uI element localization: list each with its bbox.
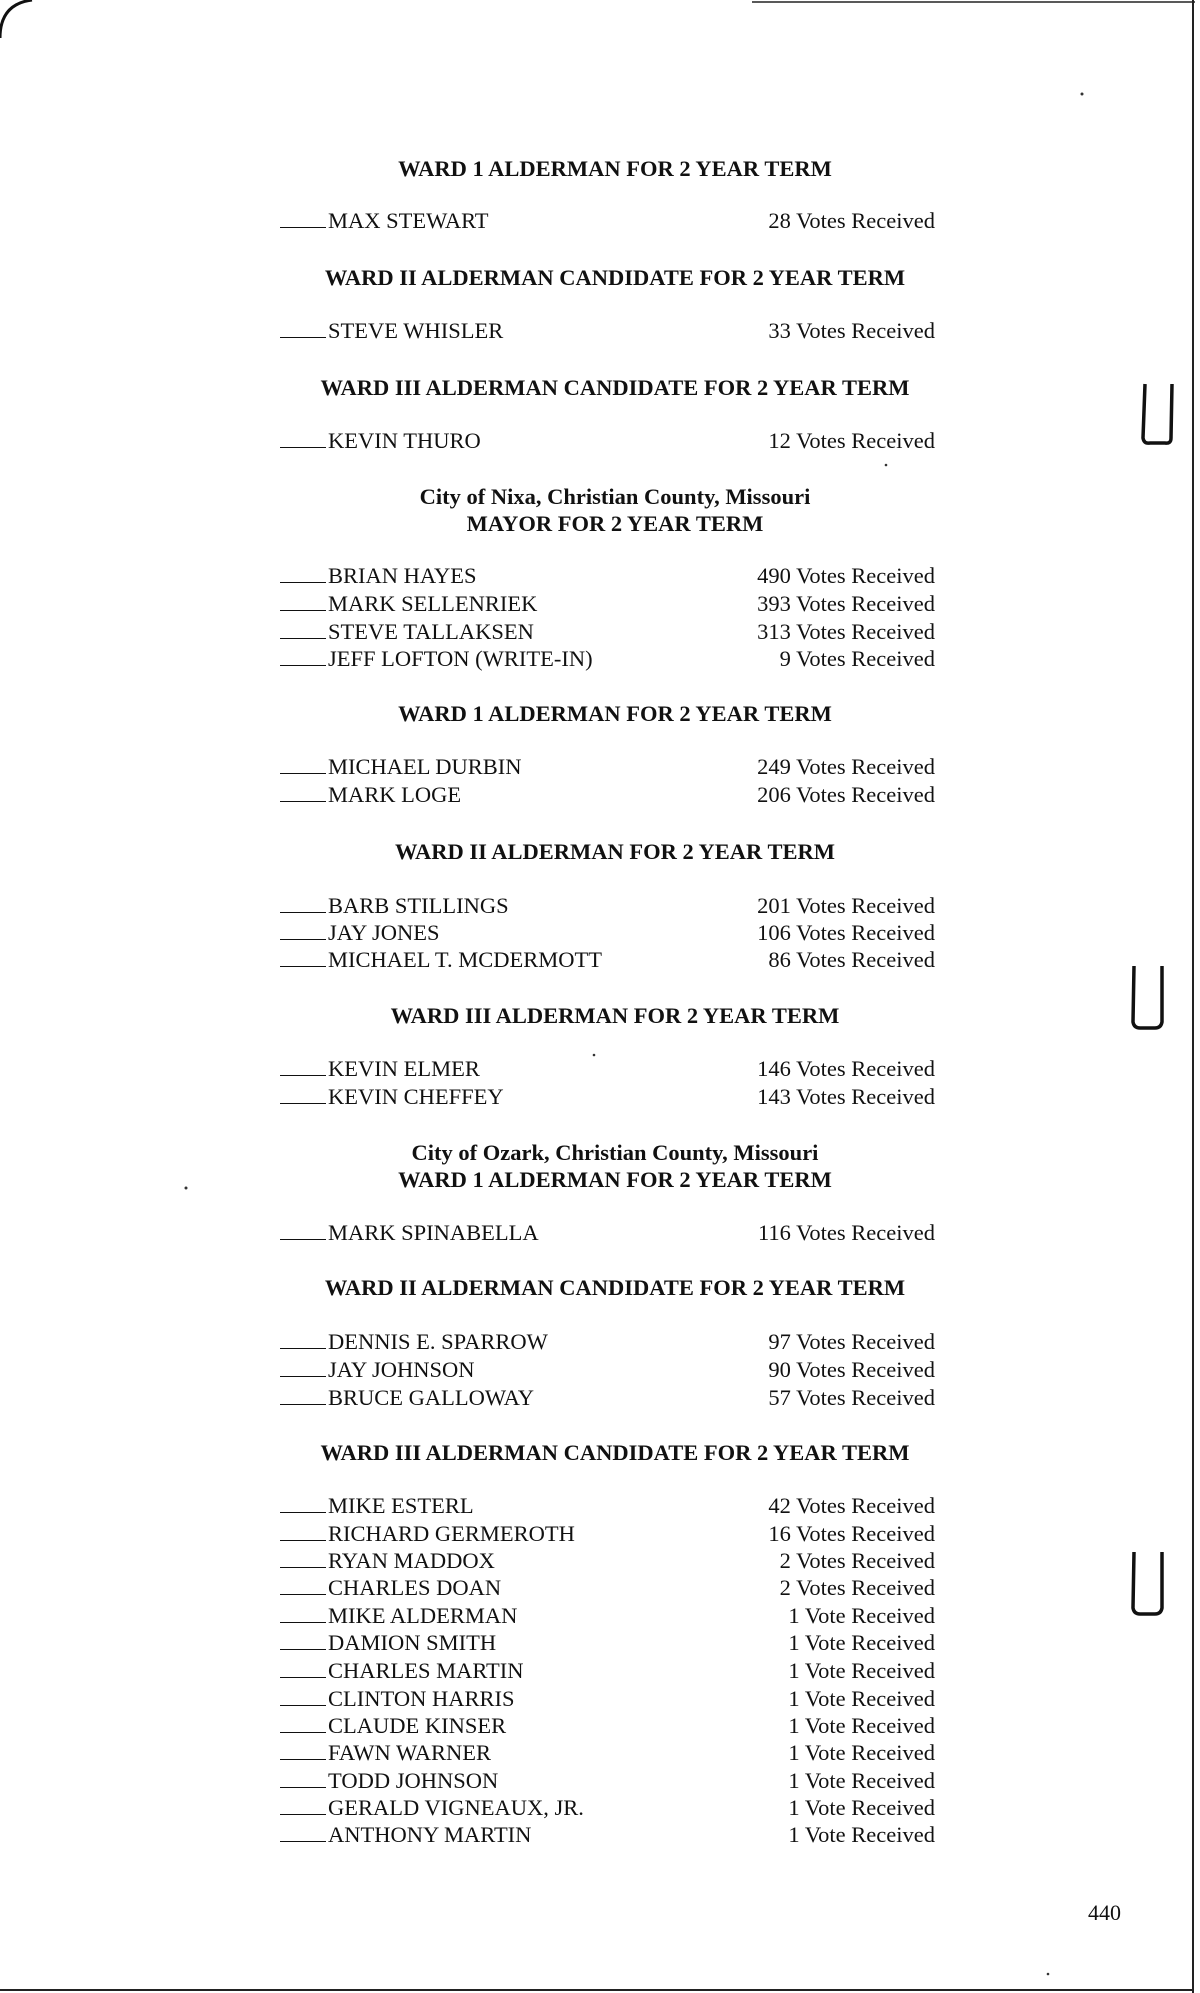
candidate-row	[280, 1548, 495, 1574]
vote-count: 1 Vote Received	[788, 1822, 935, 1847]
candidate-row	[280, 1630, 496, 1656]
speck	[185, 1187, 188, 1190]
speck	[885, 464, 888, 467]
candidate-name: RYAN MADDOX	[328, 1548, 495, 1573]
section-heading: WARD 1 ALDERMAN FOR 2 YEAR TERM	[398, 156, 832, 181]
candidate-name: CHARLES MARTIN	[328, 1658, 524, 1683]
section-heading: WARD 1 ALDERMAN FOR 2 YEAR TERM	[398, 1167, 832, 1192]
vote-count: 1 Vote Received	[788, 1768, 935, 1793]
ballot-blank-line	[280, 1493, 326, 1513]
candidate-row	[280, 1357, 475, 1383]
vote-count: 146 Votes Received	[757, 1056, 935, 1081]
vote-count: 313 Votes Received	[757, 619, 935, 644]
section-heading: WARD 1 ALDERMAN FOR 2 YEAR TERM	[398, 701, 832, 726]
candidate-name: CLINTON HARRIS	[328, 1686, 515, 1711]
vote-count: 1 Vote Received	[788, 1658, 935, 1683]
candidate-row	[280, 1603, 517, 1629]
vote-count: 1 Vote Received	[788, 1795, 935, 1820]
ballot-blank-line	[280, 754, 326, 774]
vote-count: 2 Votes Received	[779, 1548, 935, 1573]
ballot-blank-line	[280, 893, 326, 913]
speck	[593, 1054, 596, 1057]
vote-count: 2 Votes Received	[779, 1575, 935, 1600]
ballot-blank-line	[280, 1220, 326, 1240]
vote-count: 490 Votes Received	[757, 563, 935, 588]
ballot-blank-line	[280, 1521, 326, 1541]
binder-hole-2	[1133, 966, 1162, 1028]
candidate-row	[280, 1740, 491, 1766]
candidate-name: MARK SELLENRIEK	[328, 591, 538, 616]
ballot-blank-line	[280, 1575, 326, 1595]
candidate-name: MIKE ALDERMAN	[328, 1603, 518, 1628]
candidate-row	[280, 1658, 524, 1684]
candidate-row	[280, 1768, 498, 1794]
candidate-name: STEVE TALLAKSEN	[328, 619, 534, 644]
candidate-name: JAY JOHNSON	[328, 1357, 475, 1382]
candidate-name: MARK SPINABELLA	[328, 1220, 539, 1245]
candidate-row	[280, 646, 593, 672]
candidate-row	[280, 1493, 474, 1519]
section-heading: WARD III ALDERMAN CANDIDATE FOR 2 YEAR TERM	[320, 375, 910, 400]
ballot-blank-line	[280, 1385, 326, 1405]
candidate-name: MICHAEL DURBIN	[328, 754, 522, 779]
section-heading: MAYOR FOR 2 YEAR TERM	[466, 511, 764, 536]
vote-count: 1 Vote Received	[788, 1740, 935, 1765]
candidate-row	[280, 208, 489, 234]
section-heading: WARD II ALDERMAN FOR 2 YEAR TERM	[394, 839, 836, 864]
ballot-blank-line	[280, 1768, 326, 1788]
candidate-name: JAY JONES	[328, 920, 440, 945]
candidate-name: CLAUDE KINSER	[328, 1713, 507, 1738]
vote-count: 206 Votes Received	[757, 782, 935, 807]
vote-count: 90 Votes Received	[768, 1357, 935, 1382]
candidate-row	[280, 754, 522, 780]
candidate-row	[280, 318, 503, 344]
vote-count: 1 Vote Received	[788, 1630, 935, 1655]
vote-count: 1 Vote Received	[788, 1686, 935, 1711]
candidate-row	[280, 1686, 514, 1712]
candidate-row	[280, 428, 481, 454]
vote-count: 57 Votes Received	[768, 1385, 935, 1410]
candidate-row	[280, 1575, 501, 1601]
ballot-blank-line	[280, 1357, 326, 1377]
ballot-blank-line	[280, 1630, 326, 1650]
candidate-row	[280, 1713, 506, 1739]
speck	[1047, 1973, 1050, 1976]
candidate-name: FAWN WARNER	[328, 1740, 491, 1765]
candidate-name: ANTHONY MARTIN	[328, 1822, 532, 1847]
vote-count: 16 Votes Received	[768, 1521, 935, 1546]
candidate-row	[280, 1385, 534, 1411]
candidate-row	[280, 591, 537, 617]
vote-count: 201 Votes Received	[757, 893, 935, 918]
candidate-name: BRUCE GALLOWAY	[328, 1385, 535, 1410]
ballot-blank-line	[280, 591, 326, 611]
vote-count: 9 Votes Received	[779, 646, 935, 671]
candidate-row	[280, 1795, 584, 1821]
candidate-row	[280, 1329, 548, 1355]
candidate-name: DENNIS E. SPARROW	[328, 1329, 548, 1354]
candidate-name: JEFF LOFTON (WRITE-IN)	[328, 646, 593, 671]
section-heading: WARD II ALDERMAN CANDIDATE FOR 2 YEAR TERM	[324, 1275, 906, 1300]
section-heading: WARD II ALDERMAN CANDIDATE FOR 2 YEAR TERM	[324, 265, 906, 290]
candidate-row	[280, 1521, 575, 1547]
candidate-name: KEVIN CHEFFEY	[328, 1084, 504, 1109]
candidate-name: MIKE ESTERL	[328, 1493, 474, 1518]
candidate-name: TODD JOHNSON	[328, 1768, 499, 1793]
candidate-name: MICHAEL T. MCDERMOTT	[328, 947, 602, 972]
candidate-row	[280, 947, 602, 973]
section-heading: WARD III ALDERMAN CANDIDATE FOR 2 YEAR TERM	[320, 1440, 910, 1465]
ballot-blank-line	[280, 1548, 326, 1568]
ballot-blank-line	[280, 1658, 326, 1678]
ballot-blank-line	[280, 208, 326, 228]
ballot-blank-line	[280, 428, 326, 448]
candidate-row	[280, 893, 509, 919]
section-heading: City of Ozark, Christian County, Missouri	[411, 1140, 819, 1165]
candidate-row	[280, 1220, 539, 1246]
ballot-blank-line	[280, 1740, 326, 1760]
ballot-blank-line	[280, 563, 326, 583]
binder-hole-1	[1143, 384, 1172, 443]
ballot-blank-line	[280, 1713, 326, 1733]
vote-count: 97 Votes Received	[768, 1329, 935, 1354]
vote-count: 1 Vote Received	[788, 1713, 935, 1738]
candidate-name: MAX STEWART	[328, 208, 489, 233]
ballot-blank-line	[280, 1084, 326, 1104]
candidate-name: STEVE WHISLER	[328, 318, 504, 343]
vote-count: 12 Votes Received	[768, 428, 935, 453]
candidate-name: MARK LOGE	[328, 782, 462, 807]
candidate-row	[280, 619, 534, 645]
vote-count: 116 Votes Received	[757, 1220, 935, 1245]
vote-count: 33 Votes Received	[768, 318, 935, 343]
vote-count: 1 Vote Received	[788, 1603, 935, 1628]
page-number: 440	[1088, 1900, 1121, 1925]
ballot-blank-line	[280, 1603, 326, 1623]
vote-count: 106 Votes Received	[757, 920, 935, 945]
vote-count: 42 Votes Received	[768, 1493, 935, 1518]
candidate-name: GERALD VIGNEAUX, JR.	[328, 1795, 584, 1820]
page-corner-curve	[0, 0, 32, 38]
ballot-blank-line	[280, 782, 326, 802]
candidate-name: CHARLES DOAN	[328, 1575, 502, 1600]
section-heading: WARD III ALDERMAN FOR 2 YEAR TERM	[390, 1003, 840, 1028]
candidate-row	[280, 1822, 531, 1848]
vote-count: 86 Votes Received	[768, 947, 935, 972]
ballot-blank-line	[280, 1822, 326, 1842]
speck	[1081, 93, 1084, 96]
vote-count: 393 Votes Received	[757, 591, 935, 616]
candidate-name: RICHARD GERMEROTH	[328, 1521, 575, 1546]
candidate-row	[280, 920, 440, 946]
ballot-blank-line	[280, 646, 326, 666]
ballot-blank-line	[280, 947, 326, 967]
vote-count: 143 Votes Received	[757, 1084, 935, 1109]
candidate-name: BRIAN HAYES	[328, 563, 477, 588]
ballot-blank-line	[280, 1329, 326, 1349]
candidate-name: KEVIN THURO	[328, 428, 481, 453]
candidate-row	[280, 1056, 480, 1082]
ballot-blank-line	[280, 1686, 326, 1706]
candidate-row	[280, 1084, 504, 1110]
vote-count: 249 Votes Received	[757, 754, 935, 779]
ballot-blank-line	[280, 619, 326, 639]
vote-count: 28 Votes Received	[768, 208, 935, 233]
candidate-row	[280, 782, 461, 808]
ballot-blank-line	[280, 318, 326, 338]
ballot-blank-line	[280, 1056, 326, 1076]
candidate-name: DAMION SMITH	[328, 1630, 497, 1655]
binder-hole-3	[1133, 1552, 1162, 1614]
ballot-blank-line	[280, 920, 326, 940]
section-heading: City of Nixa, Christian County, Missouri	[419, 484, 811, 509]
candidate-name: KEVIN ELMER	[328, 1056, 480, 1081]
candidate-name: BARB STILLINGS	[328, 893, 509, 918]
ballot-blank-line	[280, 1795, 326, 1815]
candidate-row	[280, 563, 477, 589]
